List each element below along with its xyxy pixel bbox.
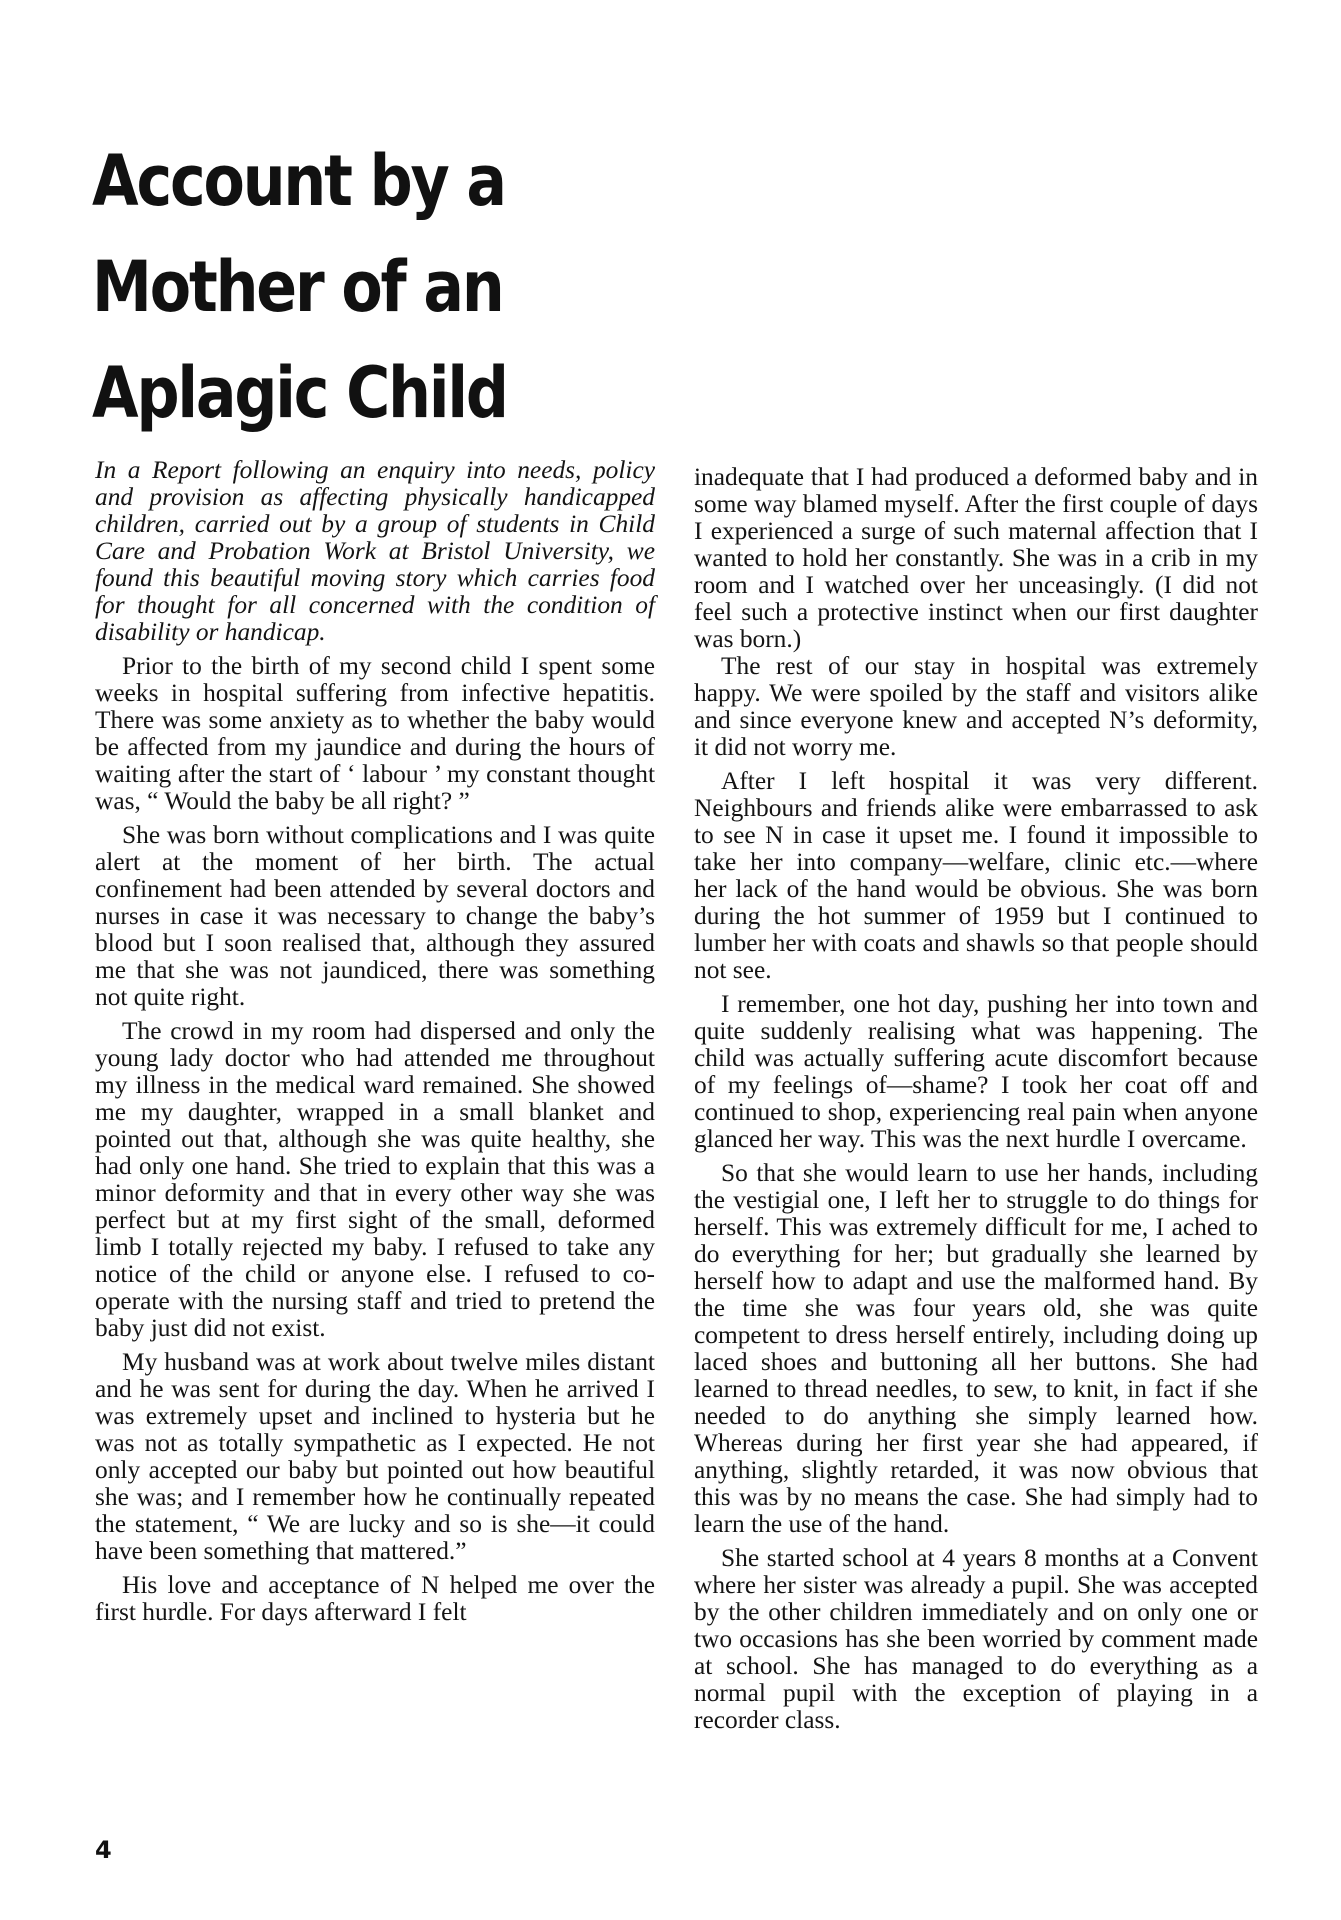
body-paragraph: She started school at 4 years 8 months at a Convent where her sister was already a pupil. She was accepted by the other children immediately and on only one or two occasions has she been worried by comment made at school. She has managed to do everything as a normal pupil with the exception of playing in a recorder class. xyxy=(694,1544,1258,1734)
body-paragraph: The crowd in my room had dispersed and only the young lady doctor who had attended me throughout my illness in the medical ward remained. She showed me my daughter, wrapped in a small blanket and pointed out that, although she was quite healthy, she had only one hand. She tried to explain that this was a minor deformity and that in every other way she was perfect but at my first sight of the small, deformed limb I totally rejected my baby. I refused to take any notice of the child or anyone else. I refused to co-operate with the nursing staff and tried to pretend the baby just did not exist. xyxy=(95,1017,655,1342)
title-line: Mother of an xyxy=(92,246,503,328)
article-title xyxy=(92,128,625,446)
body-paragraph: I remember, one hot day, pushing her into town and quite suddenly realising what was happening. The child was actually suffering acute discomfort because of my feelings of—shame? I took her coat off and continued to shop, experiencing real pain when anyone glanced her way. This was the next hurdle I overcame. xyxy=(694,990,1258,1153)
right-column xyxy=(694,464,1258,1741)
body-paragraph: The rest of our stay in hospital was extremely happy. We were spoiled by the staff and visitors alike and since everyone knew and accepted N’s deformity, it did not worry me. xyxy=(694,652,1258,761)
body-paragraph: She was born without complications and I was quite alert at the moment of her birth. The actual confinement had been attended by several doctors and nurses in case it was necessary to change the baby’s blood but I soon realised that, although they assured me that she was not jaundiced, there was something not quite right. xyxy=(95,821,655,1011)
body-paragraph: His love and acceptance of N helped me over the first hurdle. For days afterward I felt xyxy=(95,1571,655,1626)
body-paragraph: My husband was at work about twelve miles distant and he was sent for during the day. When he arrived I was extremely upset and inclined to hysteria but he was not as totally sympathetic as I expected. He not only accepted our baby but pointed out how beautiful she was; and I remember how he continually repeated the statement, “ We are lucky and so is she—it could have been something that mattered.” xyxy=(95,1348,655,1565)
title-line: Account by a xyxy=(92,140,505,222)
body-paragraph: So that she would learn to use her hands, including the vestigial one, I left her to struggle to do things for herself. This was extremely difficult for me, I ached to do everything for her; but gradually she learned by herself how to adapt and use the malformed hand. By the time she was four years old, she was quite competent to dress herself entirely, including doing up laced shoes and buttoning all her buttons. She had learned to thread needles, to sew, to knit, in fact if she needed to do anything she simply learned how. Whereas during her first year she had appeared, if anything, slightly retarded, it was now obvious that this was by no means the case. She had simply had to learn the use of the hand. xyxy=(694,1159,1258,1538)
page-number: 4 xyxy=(95,1836,112,1864)
body-paragraph: inadequate that I had produced a deformed baby and in some way blamed myself. After the first couple of days I experienced a surge of such maternal affection that I wanted to hold her constantly. She was in a crib in my room and I watched over her unceasingly. (I did not feel such a protective instinct when our first daughter was born.) xyxy=(694,463,1258,653)
body-paragraph: After I left hospital it was very different. Neighbours and friends alike were embarrassed to ask to see N in case it upset me. I found it impossible to take her into company—welfare, clinic etc.—where her lack of the hand would be obvious. She was born during the hot summer of 1959 but I continued to lumber her with coats and shawls so that people should not see. xyxy=(694,767,1258,984)
title-line: Aplagic Child xyxy=(92,352,507,434)
left-column xyxy=(95,457,655,1633)
intro-paragraph: In a Report following an enquiry into needs, policy and provision as affecting physically handicapped children, carried out by a group of students in Child Care and Probation Work at Bristol University, we found this beautiful moving story which carries food for thought for all concerned with the condition of disability or handicap. xyxy=(95,456,655,646)
body-paragraph: Prior to the birth of my second child I spent some weeks in hospital suffering from infective hepatitis. There was some anxiety as to whether the baby would be affected from my jaundice and during the hours of waiting after the start of ‘ labour ’ my constant thought was, “ Would the baby be all right? ” xyxy=(95,652,655,815)
